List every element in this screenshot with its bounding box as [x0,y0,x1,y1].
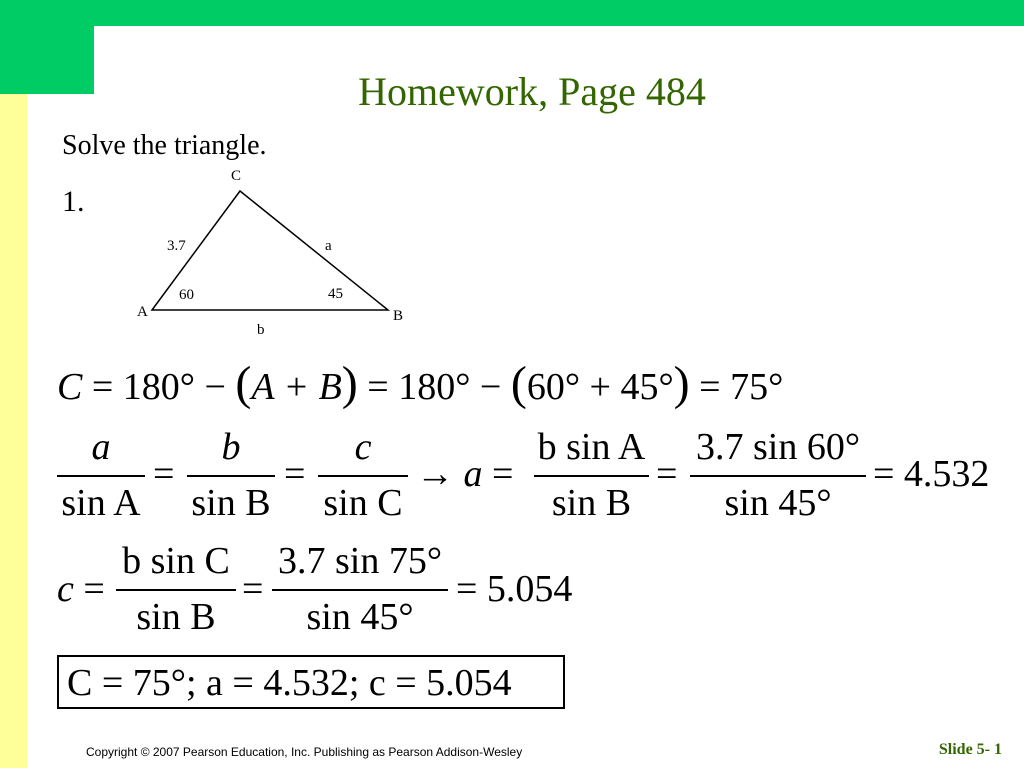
eq3-f1-den: sin B [136,596,216,638]
eq3-equals: = [242,568,264,610]
eq2-frac-numeric [690,428,866,528]
eq1-open-paren: ( [235,357,252,410]
side-a-label: a [325,238,332,254]
fraction-bar [318,475,408,477]
eq3-frac-numeric [272,542,448,642]
eq3-f1-num: b sin C [122,540,230,582]
problem-number: 1. [62,185,85,218]
eq2-frac-a [57,428,145,528]
eq2-frac-general [534,428,649,528]
angle-b-label: 45 [328,286,343,302]
eq2-f3-num: c [354,426,372,468]
eq3-f2-num: 3.7 sin 75° [277,540,443,582]
left-accent-bar [0,94,27,768]
slide-title: Homework, Page 484 [358,69,706,114]
eq2-var: a [463,453,483,495]
eq1-text1: = 180° − [82,366,236,408]
eq2-f2-num: b [221,426,241,468]
angle-a-label: 60 [179,287,194,303]
eq2-equals-1: = [153,453,175,495]
final-answer-box [57,655,565,709]
eq1-inner1: A + B [251,366,342,408]
vertex-a-label: A [137,304,148,320]
eq2-f4-den: sin B [551,482,632,524]
eq1-close-paren-2: ) [673,357,690,410]
eq2-f5-den: sin 45° [724,482,832,524]
equation-angle-c [57,357,784,410]
eq3-frac-general [116,542,236,642]
eq1-close-paren: ) [341,357,358,410]
eq2-result: = 4.532 [873,453,990,495]
fraction-bar [57,475,145,477]
eq2-frac-c [318,428,408,528]
slide-number: Slide 5- 1 [938,741,1002,758]
eq2-frac-b [187,428,275,528]
eq3-var: c [57,568,74,610]
eq3-f2-den: sin 45° [306,596,414,638]
fraction-bar [534,475,649,477]
fraction-bar [116,589,236,591]
eq1-inner2: 60° + 45° [526,366,674,408]
eq3-eq: = [83,568,105,610]
eq2-eq: = [492,453,514,495]
vertex-b-label: B [393,308,404,324]
eq2-arrow-expr [416,455,513,493]
eq2-f4-num: b sin A [537,426,646,468]
final-answer-text: C = 75°; a = 4.532; c = 5.054 [67,662,512,704]
top-accent-bar [0,0,1024,26]
eq2-arrow: → [416,453,454,495]
eq1-text3: = 75° [689,366,784,408]
eq2-equals-2: = [284,453,306,495]
eq1-lhs: C [57,366,83,408]
eq3-result: = 5.054 [456,568,573,610]
eq1-text2: = 180° − [357,366,511,408]
fraction-bar [690,475,866,477]
problem-prompt: Solve the triangle. [62,130,267,161]
eq2-f2-den: sin B [191,482,271,524]
fraction-bar [187,475,275,477]
eq2-f5-num: 3.7 sin 60° [695,426,861,468]
vertex-c-label: C [231,168,242,184]
eq1-open-paren-2: ( [510,357,527,410]
eq2-equals-3: = [656,453,678,495]
eq2-f1-den: sin A [61,482,141,524]
copyright-footer: Copyright © 2007 Pearson Education, Inc. Publishing as Pearson Addison-Wesley [86,745,523,759]
fraction-bar [272,589,448,591]
triangle-shape [152,191,388,310]
side-b-label: b [257,322,265,338]
eq2-f1-num: a [91,426,111,468]
side-ac-label: 3.7 [167,238,186,254]
eq2-f3-den: sin C [323,482,403,524]
eq3-lhs [57,570,105,608]
